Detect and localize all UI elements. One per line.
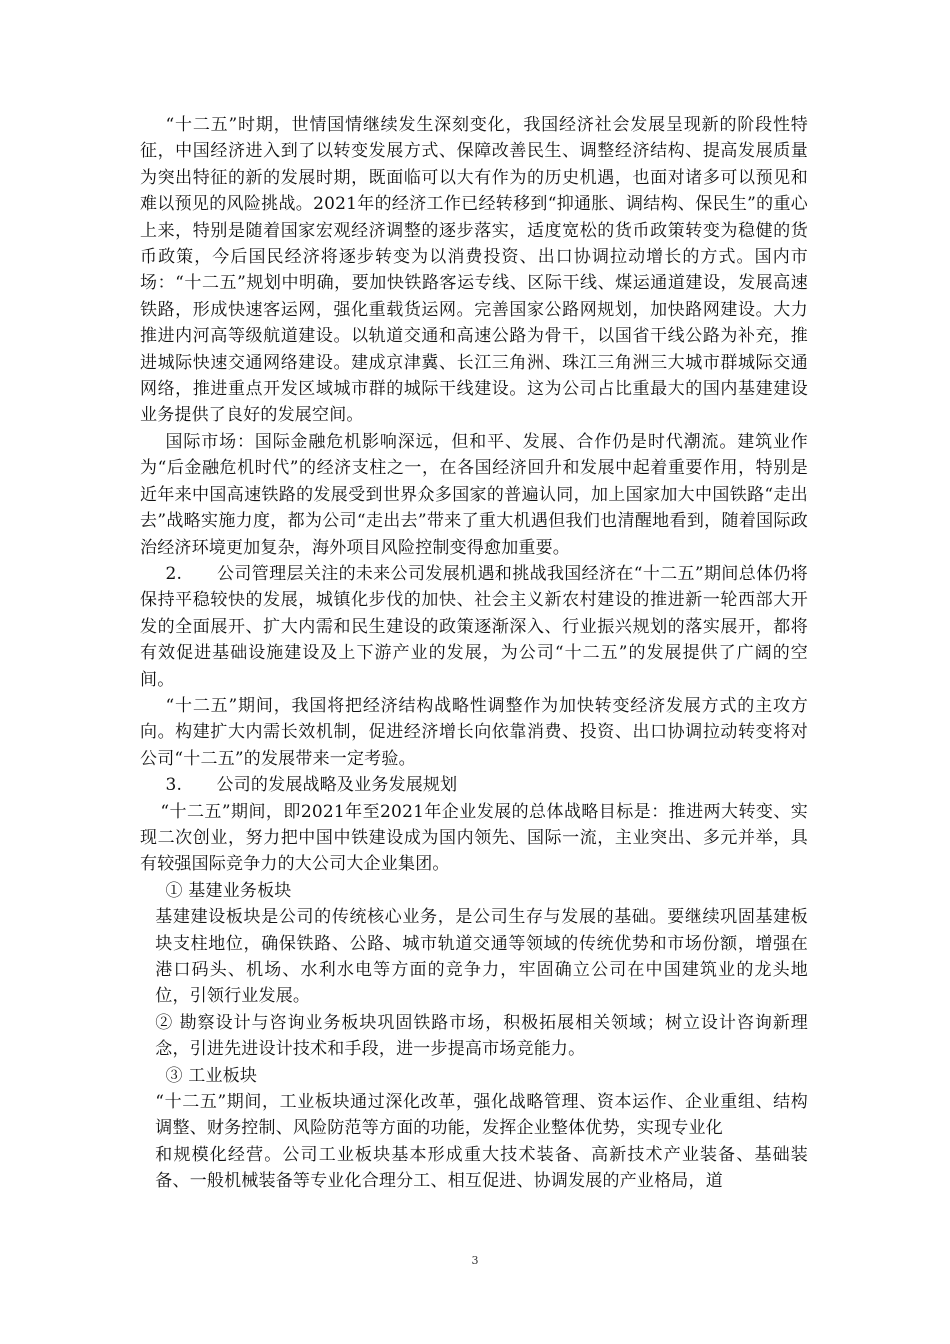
paragraph-structural-adjustment: “十二五”期间，我国将把经济结构战略性调整作为加快转变经济发展方式的主攻方向。构建扩大内需长效机制，促进经济增长向依靠消费、投资、出口协调拉动转变将对公司“十二五”的发展带来一定考验。 <box>140 695 808 769</box>
section-heading-strategy: 3. 公司的发展战略及业务发展规划 <box>165 775 458 796</box>
paragraph-macro-context: “十二五”时期，世情国情继续发生深刻变化，我国经济社会发展呈现新的阶段性特征，中国经济进入到了以转变发展方式、保障改善民生、调整经济结构、提高发展质量为突出特征的新的发展时期，既面临可以大有作为的历史机遇，也面对诸多可以预见和难以预见的风险挑战。2021年的经济工作已经转移到“抑通胀、调结构、保民生”的重心上来，特别是随着国家宏观经济调整的逐步落实，适度宽松的货币政策转变为稳健的货币政策，今后国民经济将逐步转变为以消费投资、出口协调拉动增长的方式。国内市场：“十二五”规划中明确，要加快铁路客运专线、区际干线、煤运通道建设，发展高速铁路，形成快速客运网，强化重载货运网。完善国家公路网规划，加快路网建设。大力推进内河高等级航道建设。以轨道交通和高速公路为骨干，以国省干线公路为补充，推进城际快速交通网络建设。建成京津冀、长江三角洲、珠江三角洲三大城市群城际交通网络，推进重点开发区域城市群的城际干线建设。这为公司占比重最大的国内基建建设业务提供了良好的发展空间。 <box>140 115 808 426</box>
paragraph-industrial-reform: “十二五”期间，工业板块通过深化改革，强化战略管理、资本运作、企业重组、结构调整、财务控制、风险防范等方面的功能，发挥企业整体优势，实现专业化 <box>155 1092 808 1139</box>
paragraph-survey-design: ② 勘察设计与咨询业务板块巩固铁路市场，积极拓展相关领域；树立设计咨询新理念，引进先进设计技术和手段，进一步提高市场竞能力。 <box>155 1012 808 1060</box>
document-body <box>140 112 808 1195</box>
paragraph-industrial-scale: 和规模化经营。公司工业板块基本形成重大技术装备、高新技术产业装备、基础装备、一般机械装备等专业化合理分工、相互促进、协调发展的产业格局，道 <box>155 1144 808 1192</box>
paragraph-strategic-goal: “十二五”期间，即2021年至2021年企业发展的总体战略目标是：推进两大转变、实现二次创业，努力把中国中铁建设成为国内领先、国际一流，主业突出、多元并举，具有较强国际竞争力的大公司大企业集团。 <box>140 801 808 875</box>
page-number: 3 <box>471 1254 479 1267</box>
paragraph-infrastructure: 基建建设板块是公司的传统核心业务，是公司生存与发展的基础。要继续巩固基建板块支柱地位，确保铁路、公路、城市轨道交通等领域的传统优势和市场份额，增强在港口码头、机场、水利水电等方面的竞争力，牢固确立公司在中国建筑业的龙头地位，引领行业发展。 <box>155 907 808 1007</box>
paragraph-international-market: 国际市场：国际金融危机影响深远，但和平、发展、合作仍是时代潮流。建筑业作为“后金融危机时代”的经济支柱之一，在各国经济回升和发展中起着重要作用，特别是近年来中国高速铁路的发展受到世界众多国家的普遍认同，加上国家加大中国铁路“走出去”战略实施力度，都为公司“走出去”带来了重大机遇但我们也清醒地看到，随着国际政治经济环境更加复杂，海外项目风险控制变得愈加重要。 <box>140 431 808 558</box>
subheading-industrial: ③ 工业板块 <box>165 1065 258 1086</box>
paragraph-opportunities-challenges: 2. 公司管理层关注的未来公司发展机遇和挑战我国经济在“十二五”期间总体仍将保持平稳较快的发展，城镇化步伐的加快、社会主义新农村建设的推进新一轮西部大开发的全面展开、扩大内需和民生建设的政策逐渐深入、行业振兴规划的落实展开，都将有效促进基础设施建设及上下游产业的发展，为公司“十二五”的发展提供了广阔的空间。 <box>140 563 808 690</box>
subheading-infrastructure: ① 基建业务板块 <box>165 880 292 901</box>
